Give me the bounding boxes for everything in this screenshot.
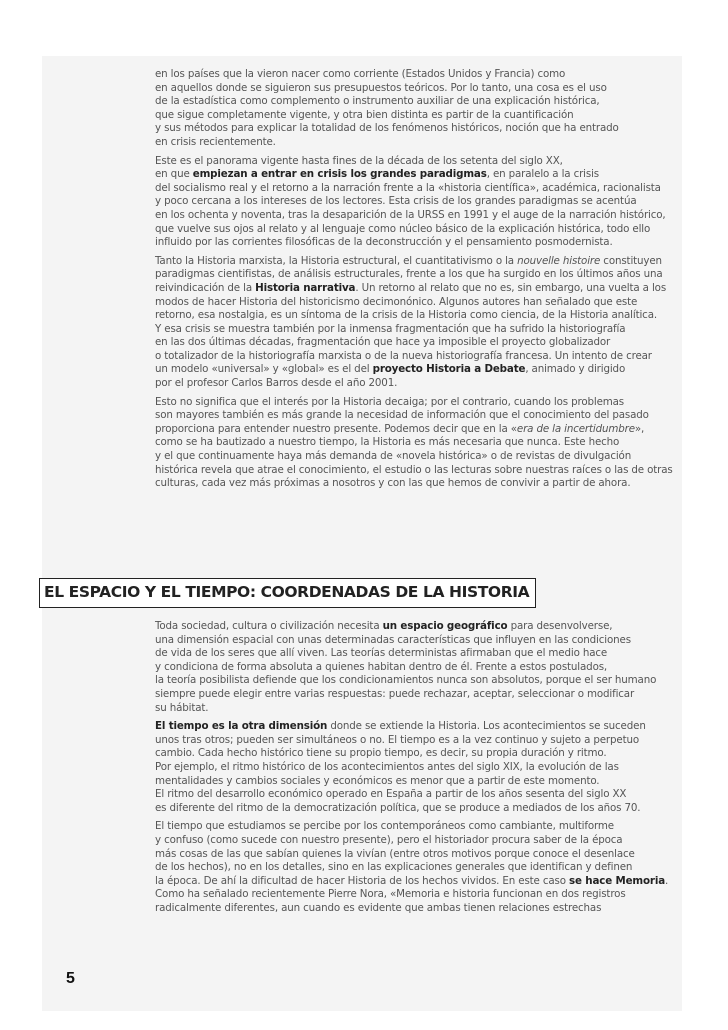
text-run: de vida de los seres que allí viven. Las teorías deterministas afirmaban que el medio hace [155, 647, 608, 660]
paragraph [155, 820, 669, 915]
text-line [155, 720, 665, 734]
bold-phrase: Historia narrativa [255, 281, 356, 294]
text-line [155, 182, 665, 196]
text-run: una dimensión espacial con unas determinadas características que influyen en las condiciones [155, 633, 631, 646]
text-line [155, 95, 665, 109]
text-line [155, 282, 665, 296]
bold-phrase: El tiempo es la otra dimensión [155, 720, 328, 733]
text-line [155, 450, 665, 464]
text-line [155, 409, 665, 423]
text-line [155, 775, 665, 789]
text-line [155, 761, 665, 775]
text-run: Toda sociedad, cultura o civilización necesita [155, 620, 383, 632]
text-run: culturas, cada vez más próximas a nosotros y con las que hemos de convivir a partir de ahora. [155, 477, 631, 490]
text-run: del socialismo real y el retorno a la narración frente a la «historia científica», académica, racionalista [155, 181, 661, 194]
bold-phrase: se hace Memoria [569, 874, 666, 887]
text-line [155, 647, 665, 661]
text-run: y sus métodos para explicar la totalidad de los fenómenos históricos, noción que ha entrado [155, 122, 619, 135]
text-line [155, 634, 665, 648]
text-run: es diferente del ritmo de la democratización política, que se produce a mediados de los años 70. [155, 801, 641, 814]
text-run: unos tras otros; pueden ser simultáneos o no. El tiempo es a la vez continuo y sujeto a perpetuo [155, 733, 639, 746]
text-run: como se ha bautizado a nuestro tiempo, la Historia es más necesaria que nunca. Este hecho [155, 436, 620, 449]
text-line [155, 477, 665, 491]
text-run: donde se extiende la Historia. Los acontecimientos se suceden [327, 720, 646, 733]
bold-phrase: proyecto Historia a Debate [372, 363, 526, 376]
text-run: retorno, esa nostalgia, es un síntoma de la crisis de la Historia como ciencia, de la Historia analítica. [155, 309, 657, 322]
paragraph [155, 620, 665, 715]
text-run: cambio. Cada hecho histórico tiene su propio tiempo, es decir, su propia duración y ritmo. [155, 747, 607, 760]
text-line [155, 168, 665, 182]
text-run: modos de hacer Historia del historicismo decimonónico. Algunos autores han señalado que este [155, 295, 638, 308]
section-heading-box [39, 578, 536, 608]
text-run: por el profesor Carlos Barros desde el año 2001. [155, 377, 398, 390]
text-line [155, 136, 665, 150]
text-line [155, 874, 669, 889]
text-run: . [665, 874, 669, 887]
text-line [155, 802, 665, 816]
paragraph [155, 255, 665, 391]
text-line [155, 155, 665, 169]
text-line [155, 68, 665, 82]
text-run: histórica revela que atrae el conocimiento, el estudio o las lecturas sobre nuestras raíces o las de otras [155, 463, 673, 476]
text-line [155, 734, 665, 748]
text-run: proporciona para entender nuestro presente. Podemos decir que en la « [155, 422, 517, 435]
text-run: , animado y dirigido [525, 363, 626, 376]
text-line [155, 309, 665, 323]
text-line [155, 788, 665, 802]
text-run: la teoría posibilista defiende que los condicionamientos nunca son absolutos, porque el ser humano [155, 674, 657, 687]
text-run: constituyen [600, 254, 662, 267]
text-run: o totalizador de la historiografía marxista o de la nueva historiografía francesa. Un intento de crear [155, 349, 652, 362]
text-run: siempre puede elegir entre varias respuestas: puede rechazar, aceptar, seleccionar o modificar [155, 687, 635, 700]
text-run: Este es el panorama vigente hasta fines de la década de los setenta del siglo XX, [155, 154, 563, 167]
text-line [155, 268, 665, 282]
page-number: 5 [66, 970, 75, 987]
text-run: de los hechos), no en los detalles, sino en las explicaciones generales que identifican y definen [155, 861, 633, 874]
text-run: Esto no significa que el interés por la Historia decaiga; por el contrario, cuando los problemas [155, 395, 625, 408]
text-line [155, 674, 665, 688]
text-run: en que [155, 168, 193, 181]
text-line [155, 747, 665, 761]
text-run: radicalmente diferentes, aun cuando es evidente que ambas tienen relaciones estrechas [155, 901, 602, 914]
bottom-body-text [155, 620, 669, 920]
text-run: Como ha señalado recientemente Pierre Nora, «Memoria e historia funcionan en dos registros [155, 888, 626, 901]
text-line [155, 255, 665, 269]
text-line [155, 82, 665, 96]
text-line [155, 834, 665, 848]
text-line [155, 323, 665, 337]
italic-phrase: nouvelle histoire [517, 254, 601, 267]
text-run: un modelo «universal» y «global» es el del [155, 363, 373, 376]
text-run: que sigue completamente vigente, y otra bien distinta es partir de la cuantificación [155, 108, 574, 121]
paragraph [155, 720, 665, 815]
bold-phrase: empiezan a entrar en crisis los grandes paradigmas [192, 168, 487, 181]
text-run: su hábitat. [155, 701, 209, 714]
top-body-text [155, 68, 673, 496]
text-run: reivindicación de la [155, 281, 256, 294]
text-run: mentalidades y cambios sociales y económicos es menor que a partir de este momento. [155, 774, 600, 787]
text-line [155, 336, 665, 350]
text-line [155, 209, 665, 223]
text-run: Y esa crisis se muestra también por la inmensa fragmentación que ha sufrido la historiografía [155, 322, 626, 335]
text-run: en las dos últimas décadas, fragmentación que hace ya imposible el proyecto globalizador [155, 336, 611, 349]
text-line [155, 902, 665, 916]
text-run: la época. De ahí la dificultad de hacer Historia de los hechos vividos. En este caso [155, 874, 570, 887]
text-line [155, 423, 665, 437]
text-line [155, 861, 665, 875]
text-run: y condiciona de forma absoluta a quienes habitan dentro de él. Frente a estos postulados, [155, 660, 608, 673]
text-line [155, 396, 665, 410]
text-run: Por ejemplo, el ritmo histórico de los acontecimientos antes del siglo XIX, la evolución de las [155, 760, 619, 773]
text-line [155, 223, 665, 237]
text-run: en aquellos donde se siguieron sus presupuestos teóricos. Por lo tanto, una cosa es el uso [155, 81, 607, 94]
text-line [155, 195, 665, 209]
text-line [155, 350, 665, 364]
text-run: y poco cercana a los intereses de los lectores. Esta crisis de los grandes paradigmas se acentúa [155, 195, 637, 208]
text-line [155, 463, 673, 478]
text-line [155, 296, 665, 310]
text-line [155, 377, 665, 391]
paragraph [155, 395, 673, 491]
text-line [155, 888, 665, 902]
paragraph [155, 68, 665, 150]
text-line [155, 363, 665, 377]
text-run: en los ochenta y noventa, tras la desaparición de la URSS en 1991 y el auge de la narración histórico, [155, 208, 666, 221]
text-line [155, 109, 665, 123]
text-run: y el que continuamente haya más demanda de «novela histórica» o de revistas de divulgación [155, 450, 632, 463]
text-line [155, 620, 665, 634]
text-run: Tanto la Historia marxista, la Historia estructural, el cuantitativismo o la [155, 254, 518, 267]
text-run: que vuelve sus ojos al relato y al lenguaje como núcleo básico de la explicación histórica, todo ello [155, 222, 651, 235]
text-run: paradigmas cientifistas, de análisis estructurales, frente a los que ha surgido en los últimos años una [155, 268, 663, 281]
text-run: », [634, 422, 645, 435]
text-run: para desenvolverse, [507, 620, 613, 632]
text-line [155, 848, 665, 862]
bold-phrase: un espacio geográfico [382, 620, 508, 632]
text-line [155, 702, 665, 716]
text-run: influido por las corrientes filosóficas de la deconstrucción y el pensamiento posmodernista. [155, 236, 613, 249]
text-line [155, 236, 665, 250]
paragraph [155, 155, 665, 250]
section-heading: EL ESPACIO Y EL TIEMPO: COORDENADAS DE LA HISTORIA [44, 583, 530, 601]
text-run: son mayores también es más grande la necesidad de información que el conocimiento del pasado [155, 409, 649, 422]
text-run: El tiempo que estudiamos se percibe por los contemporáneos como cambiante, multiforme [155, 820, 614, 833]
text-run: y confuso (como sucede con nuestro presente), pero el historiador procura saber de la época [155, 833, 623, 846]
text-run: de la estadística como complemento o instrumento auxiliar de una explicación histórica, [155, 95, 600, 108]
text-run: más cosas de las que sabían quienes la vivían (entre otros motivos porque conoce el desenlace [155, 847, 635, 860]
text-line [155, 122, 665, 136]
text-line [155, 661, 665, 675]
text-run: . Un retorno al relato que no es, sin embargo, una vuelta a los [355, 281, 667, 294]
text-line [155, 820, 665, 834]
text-run: en los países que la vieron nacer como corriente (Estados Unidos y Francia) como [155, 68, 566, 80]
text-line [155, 436, 665, 450]
text-run: El ritmo del desarrollo económico operado en España a partir de los años sesenta del siglo XX [155, 788, 627, 801]
text-run: , en paralelo a la crisis [486, 168, 600, 181]
italic-phrase: era de la incertidumbre [516, 422, 635, 435]
text-line [155, 688, 665, 702]
text-run: en crisis recientemente. [155, 135, 276, 148]
